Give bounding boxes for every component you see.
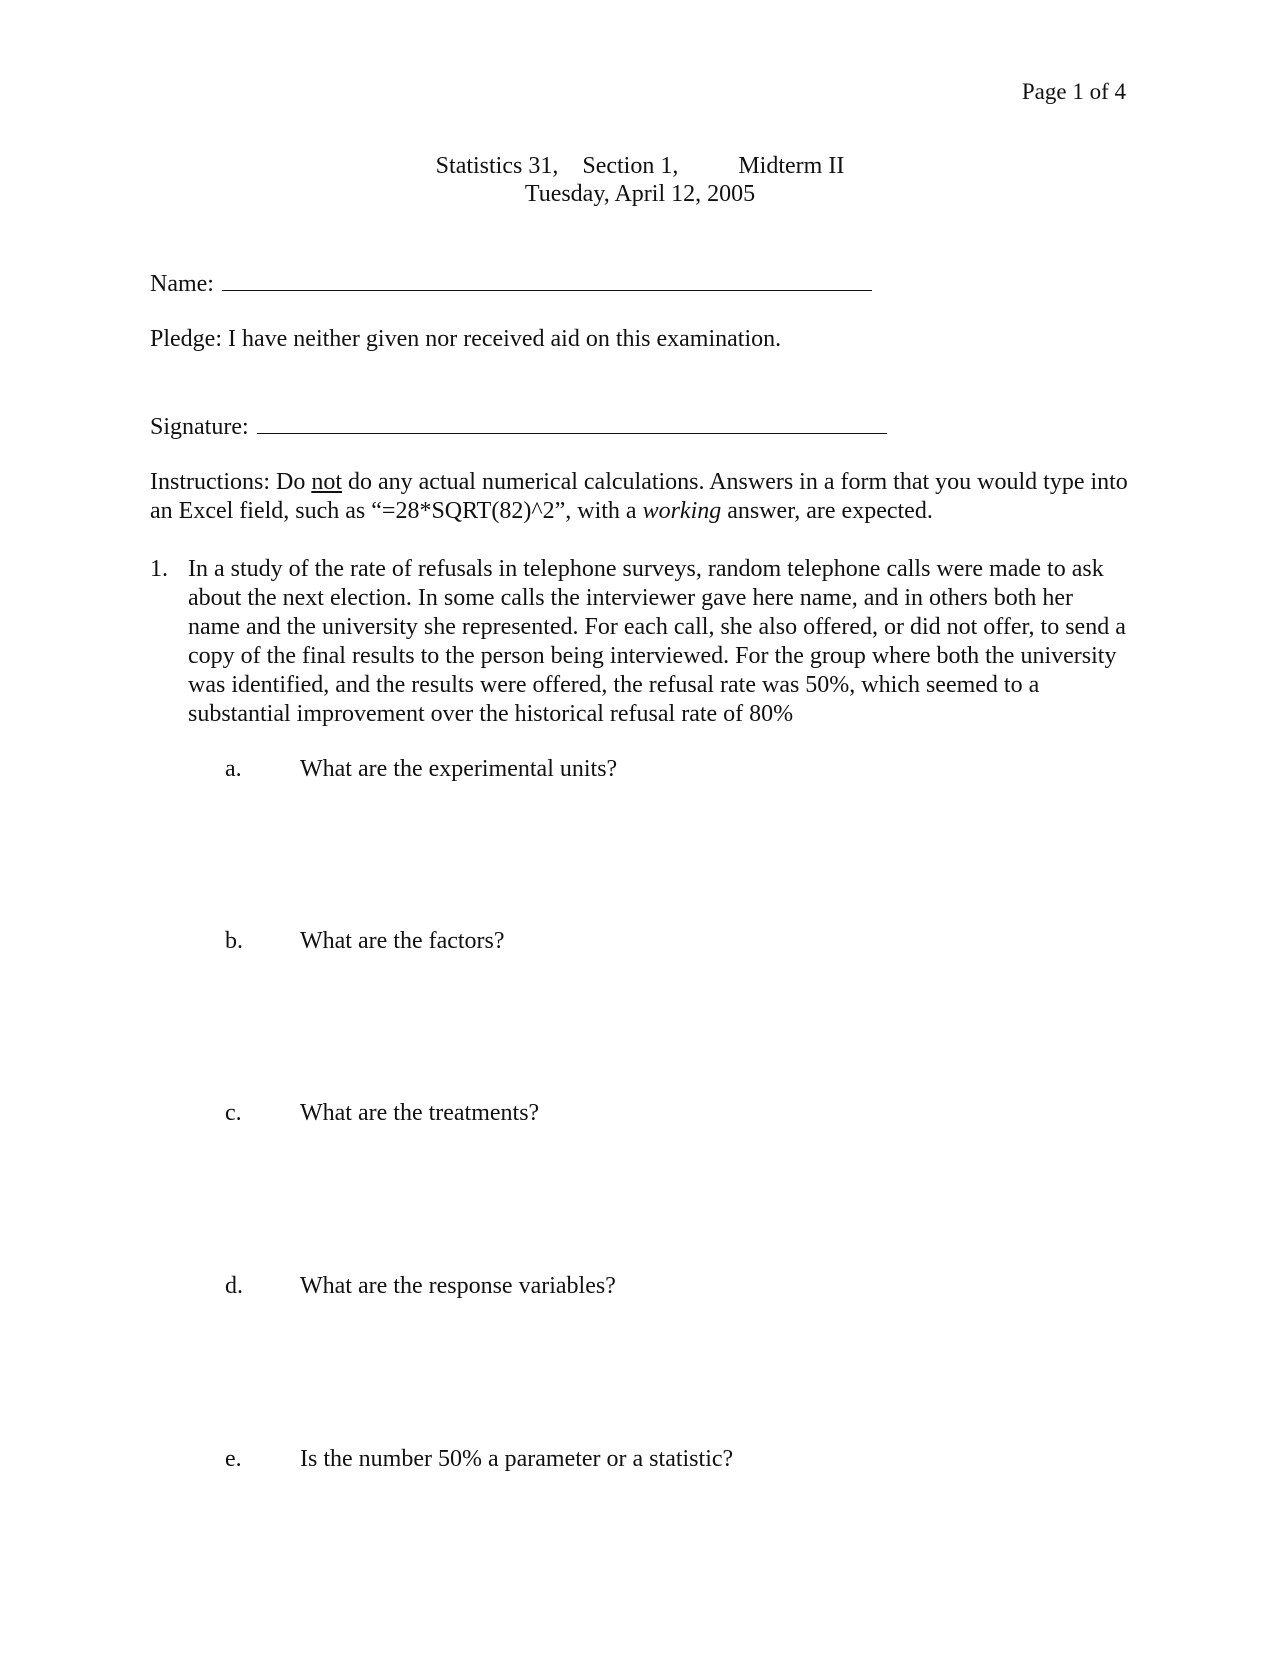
subquestion-b <box>225 927 505 955</box>
instructions-part1: Instructions: Do <box>150 469 312 495</box>
subquestion-letter: c. <box>225 1100 242 1126</box>
signature-line <box>150 411 887 441</box>
instructions <box>150 468 1130 526</box>
signature-blank <box>257 411 887 434</box>
signature-label: Signature: <box>150 414 249 440</box>
subquestion-e <box>225 1445 733 1473</box>
subquestion-text: What are the factors? <box>300 928 505 954</box>
subquestion-a <box>225 755 617 783</box>
instructions-part2: do any actual numerical calculations. Answers in a form that you would type into an Excel field, such as “=28*SQRT(82)^2”, with a <box>150 469 1128 524</box>
course-title: Statistics 31, Section 1, Midterm II <box>435 153 845 179</box>
subquestion-text: What are the response variables? <box>300 1273 616 1299</box>
exam-title <box>0 152 1280 208</box>
question-text: In a study of the rate of refusals in telephone surveys, random telephone calls were made to ask about the next election. In some calls the interviewer gave here name, and in others both her name and the university she represented. For each call, she also offered, or did not offer, to send a copy of the final results to the person being interviewed. For the group where both the university was identified, and the results were offered, the refusal rate was 50%, which seemed to a substantial improvement over the historical refusal rate of 80% <box>188 556 1126 727</box>
subquestion-c <box>225 1099 539 1127</box>
instructions-underlined: not <box>311 469 342 495</box>
name-label: Name: <box>150 271 214 297</box>
question-number: 1. <box>150 556 168 582</box>
instructions-part3: answer, are expected. <box>721 498 933 524</box>
pledge: Pledge: I have neither given nor received aid on this examination. <box>150 326 782 352</box>
exam-date: Tuesday, April 12, 2005 <box>524 181 756 207</box>
question-1 <box>150 555 1130 729</box>
subquestion-letter: e. <box>225 1446 242 1472</box>
page-number: Page 1 of 4 <box>1021 79 1126 104</box>
instructions-italic: working <box>642 498 722 524</box>
subquestion-text: What are the experimental units? <box>300 756 618 782</box>
subquestion-d <box>225 1272 616 1300</box>
subquestion-letter: d. <box>225 1273 243 1299</box>
subquestion-letter: b. <box>225 928 243 954</box>
subquestion-text: What are the treatments? <box>300 1100 540 1126</box>
subquestion-letter: a. <box>225 756 242 782</box>
subquestion-text: Is the number 50% a parameter or a statistic? <box>300 1446 734 1472</box>
name-line <box>150 268 872 298</box>
name-blank <box>222 268 872 291</box>
